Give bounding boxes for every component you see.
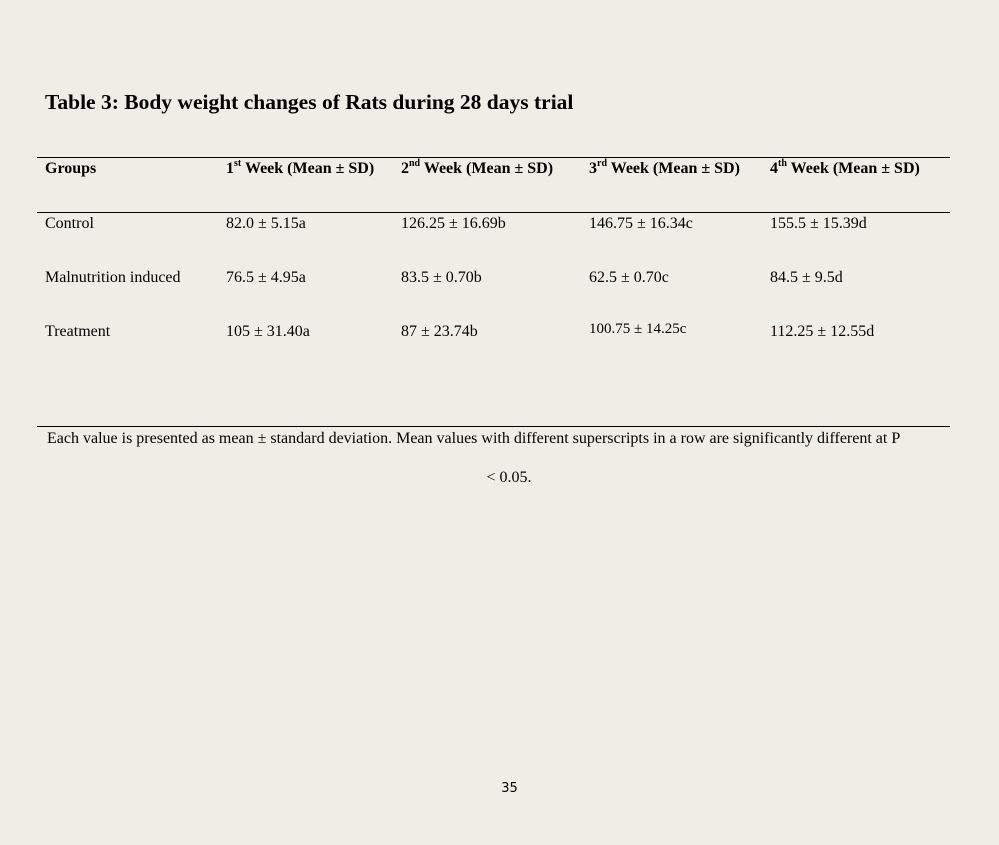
header-week-1: 1st Week (Mean ± SD) [226, 158, 375, 177]
header-groups: Groups [45, 160, 97, 177]
row-treatment-group: Treatment [45, 323, 111, 340]
table-header-rule [37, 212, 950, 213]
row-treatment-week-1: 105 ± 31.40a [226, 323, 310, 340]
row-control-week-1: 82.0 ± 5.15a [226, 215, 306, 232]
row-control-week-3: 146.75 ± 16.34c [589, 215, 693, 232]
row-malnutrition-week-3: 62.5 ± 0.70c [589, 269, 669, 286]
row-treatment-week-4: 112.25 ± 12.55d [770, 323, 875, 340]
table-title: Table 3: Body weight changes of Rats during 28 days trial [45, 90, 574, 114]
header-week-4: 4th Week (Mean ± SD) [770, 158, 920, 177]
table-footnote: Each value is presented as mean ± standard deviation. Mean values with different superscripts in a row are significantly different at P [47, 430, 901, 447]
row-control-week-4: 155.5 ± 15.39d [770, 215, 867, 232]
row-treatment-week-2: 87 ± 23.74b [401, 323, 478, 340]
row-control-week-2: 126.25 ± 16.69b [401, 215, 506, 232]
row-control-group: Control [45, 215, 94, 232]
header-week-2: 2nd Week (Mean ± SD) [401, 158, 554, 177]
row-malnutrition-week-4: 84.5 ± 9.5d [770, 269, 843, 286]
row-malnutrition-week-2: 83.5 ± 0.70b [401, 269, 482, 286]
table-top-rule [37, 157, 950, 158]
row-malnutrition-week-1: 76.5 ± 4.95a [226, 269, 306, 286]
page-number: 35 [501, 781, 518, 796]
header-week-3: 3rd Week (Mean ± SD) [589, 158, 740, 177]
table-bottom-rule [37, 426, 950, 427]
row-treatment-week-3: 100.75 ± 14.25c [589, 321, 687, 337]
row-malnutrition-group: Malnutrition induced [45, 269, 181, 286]
table-footnote-continuation: < 0.05. [486, 469, 532, 486]
